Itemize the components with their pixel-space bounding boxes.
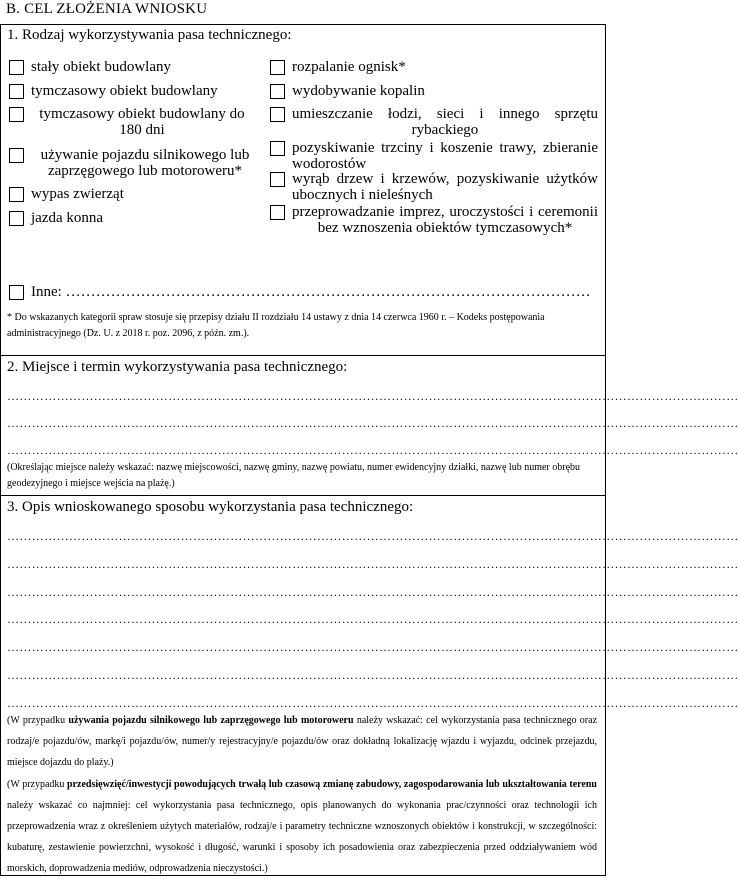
checkbox[interactable] xyxy=(9,60,24,75)
option-tymczasowy-180[interactable]: tymczasowy obiekt budowlany do 180 dni xyxy=(9,106,254,138)
checkbox[interactable] xyxy=(9,285,24,300)
checkbox[interactable] xyxy=(9,84,24,99)
checkbox[interactable] xyxy=(270,84,285,99)
sec1-title: 1. Rodzaj wykorzystywania pasa technicznego: xyxy=(7,27,292,43)
checkbox[interactable] xyxy=(9,211,24,226)
sec3-line-4[interactable]: …………………………………………………………………………………………………………………………………………………………… xyxy=(7,612,739,626)
checkbox[interactable] xyxy=(9,187,24,202)
sec3-line-5[interactable]: …………………………………………………………………………………………………………………………………………………………… xyxy=(7,640,739,654)
sec1-footnote: * Do wskazanych kategorii spraw stosuje się przepisy działu II rozdziału 14 ustawy z dnia 14 czerwca 1960 r. – Kodeks postępowania administracyjnego (Dz. U. z 2018 r. poz. 2096, z późn. zm.). xyxy=(7,312,545,339)
sec3-line-2[interactable]: …………………………………………………………………………………………………………………………………………………………… xyxy=(7,557,739,571)
option-wyrab[interactable]: wyrąb drzew i krzewów, pozyskiwanie użytków ubocznych i nieleśnych xyxy=(270,171,598,203)
sec3-line-7[interactable]: …………………………………………………………………………………………………………………………………………………………… xyxy=(7,696,739,710)
checkbox[interactable] xyxy=(9,148,24,163)
option-jazda-konna[interactable]: jazda konna xyxy=(9,210,249,226)
section-heading: B. CEL ZŁOŻENIA WNIOSKU xyxy=(6,1,208,17)
sec2-line-1[interactable]: …………………………………………………………………………………………………………………………………………………………… xyxy=(7,389,739,403)
option-kopaliny[interactable]: wydobywanie kopalin xyxy=(270,83,590,99)
checkbox[interactable] xyxy=(270,205,285,220)
divider xyxy=(0,355,606,356)
checkbox[interactable] xyxy=(270,141,285,156)
option-pojazd[interactable]: używanie pojazdu silnikowego lub zaprzęgowego lub motoroweru* xyxy=(9,147,259,179)
divider xyxy=(0,495,606,496)
checkbox[interactable] xyxy=(270,172,285,187)
sec3-line-1[interactable]: …………………………………………………………………………………………………………………………………………………………… xyxy=(7,529,739,543)
sec3-line-6[interactable]: …………………………………………………………………………………………………………………………………………………………… xyxy=(7,668,739,682)
option-lodzie[interactable]: umieszczanie łodzi, sieci i innego sprzętu rybackiego xyxy=(270,106,598,138)
sec2-note: (Określając miejsce należy wskazać: nazwę miejscowości, nazwę gminy, nazwę powiatu, numer ewidencyjny działki, nazwę lub numer obrębu geodezyjnego i miejsce wejścia na plażę.) xyxy=(7,462,581,489)
sec2-title: 2. Miejsce i termin wykorzystywania pasa technicznego: xyxy=(7,359,348,375)
option-wypas[interactable]: wypas zwierząt xyxy=(9,186,249,202)
sec3-title: 3. Opis wnioskowanego sposobu wykorzystania pasa technicznego: xyxy=(7,499,414,515)
checkbox[interactable] xyxy=(270,60,285,75)
option-staly-obiekt[interactable]: stały obiekt budowlany xyxy=(9,59,249,75)
sec2-line-3[interactable]: …………………………………………………………………………………………………………………………………………………………… xyxy=(7,443,739,457)
checkbox[interactable] xyxy=(9,107,24,122)
sec3-note-investment: (W przypadku przedsięwzięć/inwestycji powodujących trwałą lub czasową zmianę zabudowy, zagospodarowania lub ukształtowania terenu należy wskazać co najmniej: cel wykorzystania pasa technicznego, opis planowanych do wykonania prac/czynności oraz technologii ich przeprowadzenia wraz z określeniem użytych materiałów, rodzaj/e i parametry techniczne wznoszonych obiektów i konstrukcji, w szczególności: kubaturę, zestawienie powierzchni, wysokość i długość, warunki i sposoby ich posadowienia oraz zabezpieczenia przed oddziaływaniem wód morskich, doprowadzenia mediów, odprowadzenia nieczystości.) xyxy=(7,779,597,874)
sec3-note-vehicle: (W przypadku używania pojazdu silnikowego lub zaprzęgowego lub motoroweru należy wskazać: cel wykorzystania pasa technicznego oraz rodzaj/e pojazdu/ów, markę/i pojazdu/ów, numer/y rejestracyjny/e pojazdu/ów oraz dokładną lokalizację wjazdu i wyjazdu, odcinek przejazdu, miejsce dojazdu do plaży.) xyxy=(7,715,598,768)
option-imprezy[interactable]: przeprowadzanie imprez, uroczystości i ceremonii bez wznoszenia obiektów tymczasowych* xyxy=(270,204,598,236)
sec3-line-3[interactable]: …………………………………………………………………………………………………………………………………………………………… xyxy=(7,585,739,599)
option-ogniska[interactable]: rozpalanie ognisk* xyxy=(270,59,590,75)
checkbox[interactable] xyxy=(270,107,285,122)
sec2-line-2[interactable]: …………………………………………………………………………………………………………………………………………………………… xyxy=(7,416,739,430)
option-tymczasowy-obiekt[interactable]: tymczasowy obiekt budowlany xyxy=(9,83,249,99)
option-trzcina[interactable]: pozyskiwanie trzciny i koszenie trawy, zbieranie wodorostów xyxy=(270,140,598,172)
option-inne[interactable]: Inne: …………………………………………………………………………………………… xyxy=(9,284,594,300)
